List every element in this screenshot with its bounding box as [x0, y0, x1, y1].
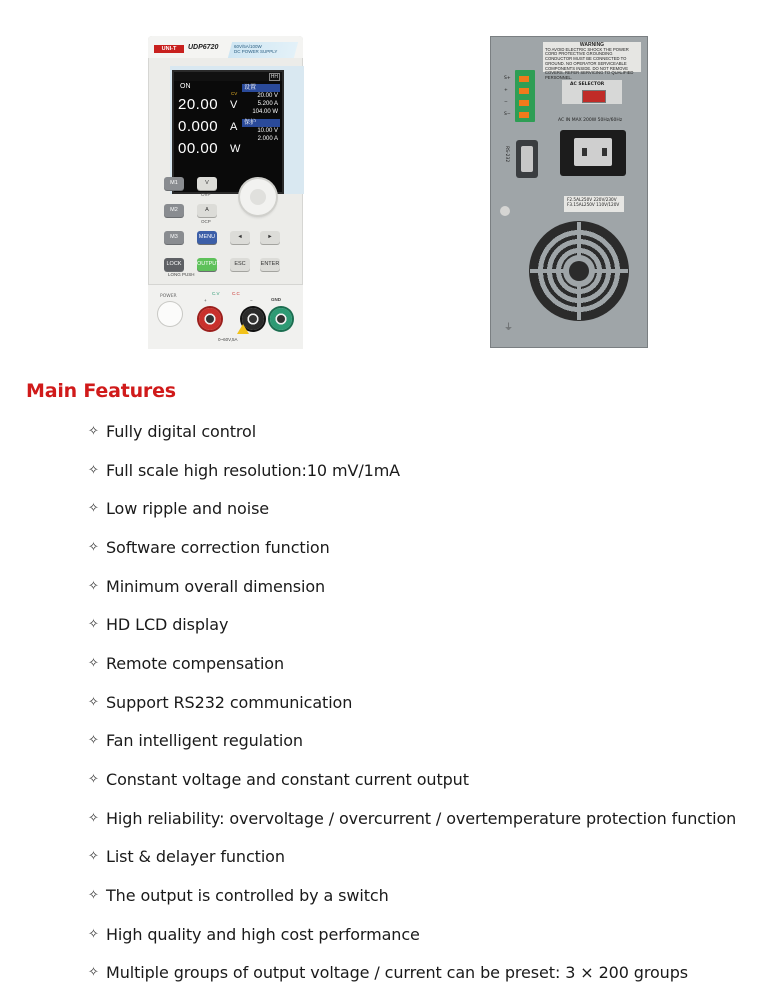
plus-label: +: [204, 298, 207, 303]
sparkle-bullet-icon: ✧: [88, 849, 99, 865]
fuse-label: F2.5AL250V 220V/230V F3.15AL250V 110V/120V: [564, 196, 624, 212]
model-name: UDP6720: [188, 44, 219, 51]
sparkle-bullet-icon: ✧: [88, 772, 99, 788]
power-label: POWER: [160, 294, 177, 299]
sparkle-bullet-icon: ✧: [88, 926, 99, 942]
sense-slot: [519, 88, 529, 94]
certification-mark-icon: [500, 206, 510, 216]
sense-label: +: [504, 88, 508, 93]
feature-text: HD LCD display: [106, 615, 229, 635]
feature-text: List & delayer function: [106, 847, 285, 867]
sparkle-bullet-icon: ✧: [88, 617, 99, 633]
sense-label: −: [504, 100, 508, 105]
rear-panel-image: [490, 36, 648, 348]
ovp-label: OVP: [201, 192, 211, 197]
ac-selector-label: AC SELECTOR: [570, 82, 605, 87]
feature-item: [88, 683, 736, 722]
sparkle-bullet-icon: ✧: [88, 810, 99, 826]
rotary-knob: [240, 179, 276, 215]
ac-in-label: AC IN MAX 200W 50Hz/60Hz: [558, 118, 623, 123]
feature-text: Remote compensation: [106, 653, 285, 673]
features-list: [88, 412, 736, 992]
feature-item: [88, 412, 736, 451]
brand-logo: UNI-T: [154, 45, 184, 53]
sparkle-bullet-icon: ✧: [88, 539, 99, 555]
power-readout: 00.00: [178, 140, 219, 157]
feature-item: [88, 760, 736, 799]
feature-item: [88, 644, 736, 683]
current-unit: A: [230, 121, 238, 133]
m2-key: M2: [164, 204, 184, 217]
gnd-label: GND: [271, 297, 281, 302]
sparkle-bullet-icon: ✧: [88, 965, 99, 981]
protect-header: 保护: [242, 119, 280, 127]
warning-triangle-icon: [237, 324, 249, 334]
feature-text: Minimum overall dimension: [106, 576, 326, 596]
sense-slot: [519, 100, 529, 106]
output-status: ON: [180, 83, 191, 90]
sense-slot: [519, 76, 529, 82]
rs232-socket: [521, 146, 533, 172]
left-arrow-key: ◄: [230, 231, 250, 244]
feature-item: [88, 876, 736, 915]
feature-text: Low ripple and noise: [106, 499, 270, 519]
feature-text: High reliability: overvoltage / overcurrent / overtemperature protection function: [106, 808, 737, 828]
set-voltage: 20.00 V: [257, 93, 278, 99]
a-key: A: [197, 204, 217, 217]
feature-item: [88, 838, 736, 877]
current-readout: 0.000: [178, 118, 219, 135]
warning-label: [543, 42, 641, 80]
feature-item: [88, 954, 736, 993]
sparkle-bullet-icon: ✧: [88, 501, 99, 517]
inlet-pin: [602, 148, 607, 156]
voltage-unit: V: [230, 99, 238, 111]
hh-badge: HH: [270, 74, 278, 80]
rs232-label: RS-232: [504, 146, 509, 163]
ovp-value: 10.00 V: [257, 128, 278, 134]
feature-text: Fan intelligent regulation: [106, 731, 303, 751]
feature-text: Constant voltage and constant current output: [106, 770, 469, 790]
features-title: Main Features: [26, 380, 176, 402]
m1-key: M1: [164, 177, 184, 190]
positive-terminal: [199, 308, 221, 330]
set-power: 104.00 W: [252, 109, 278, 115]
set-current: 5.200 A: [257, 101, 278, 107]
m3-key: M3: [164, 231, 184, 244]
enter-key: ENTER: [260, 258, 280, 271]
sparkle-bullet-icon: ✧: [88, 578, 99, 594]
sense-label: S+: [504, 76, 511, 81]
ac-selector-switch: [582, 90, 606, 103]
settings-panel: [242, 84, 280, 142]
feature-text: High quality and high cost performance: [106, 924, 420, 944]
sense-slot: [519, 112, 529, 118]
long-push-label: LONG PUSH: [168, 272, 195, 277]
inlet-pin: [582, 148, 587, 156]
set-header: 设置: [242, 84, 280, 92]
feature-text: Software correction function: [106, 537, 330, 557]
lcd-top-bar: [174, 72, 282, 81]
power-unit: W: [230, 143, 241, 155]
feature-item: [88, 915, 736, 954]
feature-text: Full scale high resolution:10 mV/1mA: [106, 460, 401, 480]
feature-text: Multiple groups of output voltage / current can be preset: 3 × 200 groups: [106, 963, 689, 983]
feature-item: [88, 528, 736, 567]
cv-indicator: CV: [231, 91, 238, 96]
cv-led-label: C.V: [212, 291, 220, 296]
sparkle-bullet-icon: ✧: [88, 888, 99, 904]
sparkle-bullet-icon: ✧: [88, 694, 99, 710]
v-key: V: [197, 177, 217, 190]
feature-item: [88, 722, 736, 761]
lock-key: LOCK: [164, 258, 184, 271]
voltage-readout: 20.00: [178, 96, 219, 113]
terminal-strip: [148, 284, 303, 349]
ocp-label: OCP: [201, 219, 211, 224]
feature-item: [88, 567, 736, 606]
ocp-value: 2.000 A: [257, 136, 278, 142]
feature-text: The output is controlled by a switch: [106, 886, 389, 906]
warning-text: TO AVOID ELECTRIC SHOCK THE POWER CORD PROTECTIVE GROUNDING CONDUCTOR MUST BE CONNECTED TO GROUND. NO OPERATOR SERVICEABLE COMPONENTS INSIDE. DO NOT REMOVE COVERS. REFER SERVICING TO QUALIFIED PERSONNEL.: [545, 46, 634, 80]
menu-key: MENU: [197, 231, 217, 244]
front-panel-image: [148, 36, 303, 348]
fan-hub-center: [569, 261, 589, 281]
ground-symbol-icon: ⏚: [504, 323, 514, 333]
spec-text: 60V/5A/100W DC POWER SUPPLY: [234, 44, 278, 54]
range-label: 0~60V,5A: [218, 337, 238, 342]
sparkle-bullet-icon: ✧: [88, 462, 99, 478]
lcd-display: [172, 70, 284, 194]
esc-key: ESC: [230, 258, 250, 271]
feature-item: [88, 605, 736, 644]
right-arrow-key: ►: [260, 231, 280, 244]
feature-item: [88, 799, 736, 838]
warning-title: WARNING: [579, 42, 605, 48]
feature-text: Support RS232 communication: [106, 692, 353, 712]
feature-item: [88, 451, 736, 490]
minus-label: −: [250, 298, 253, 303]
output-key: OUTPUT: [197, 258, 217, 271]
cc-led-label: C.C: [232, 291, 240, 296]
sparkle-bullet-icon: ✧: [88, 423, 99, 439]
feature-item: [88, 489, 736, 528]
sparkle-bullet-icon: ✧: [88, 733, 99, 749]
feature-text: Fully digital control: [106, 421, 257, 441]
power-button: [158, 302, 182, 326]
sense-label: S−: [504, 112, 511, 117]
ground-terminal: [270, 308, 292, 330]
sparkle-bullet-icon: ✧: [88, 655, 99, 671]
